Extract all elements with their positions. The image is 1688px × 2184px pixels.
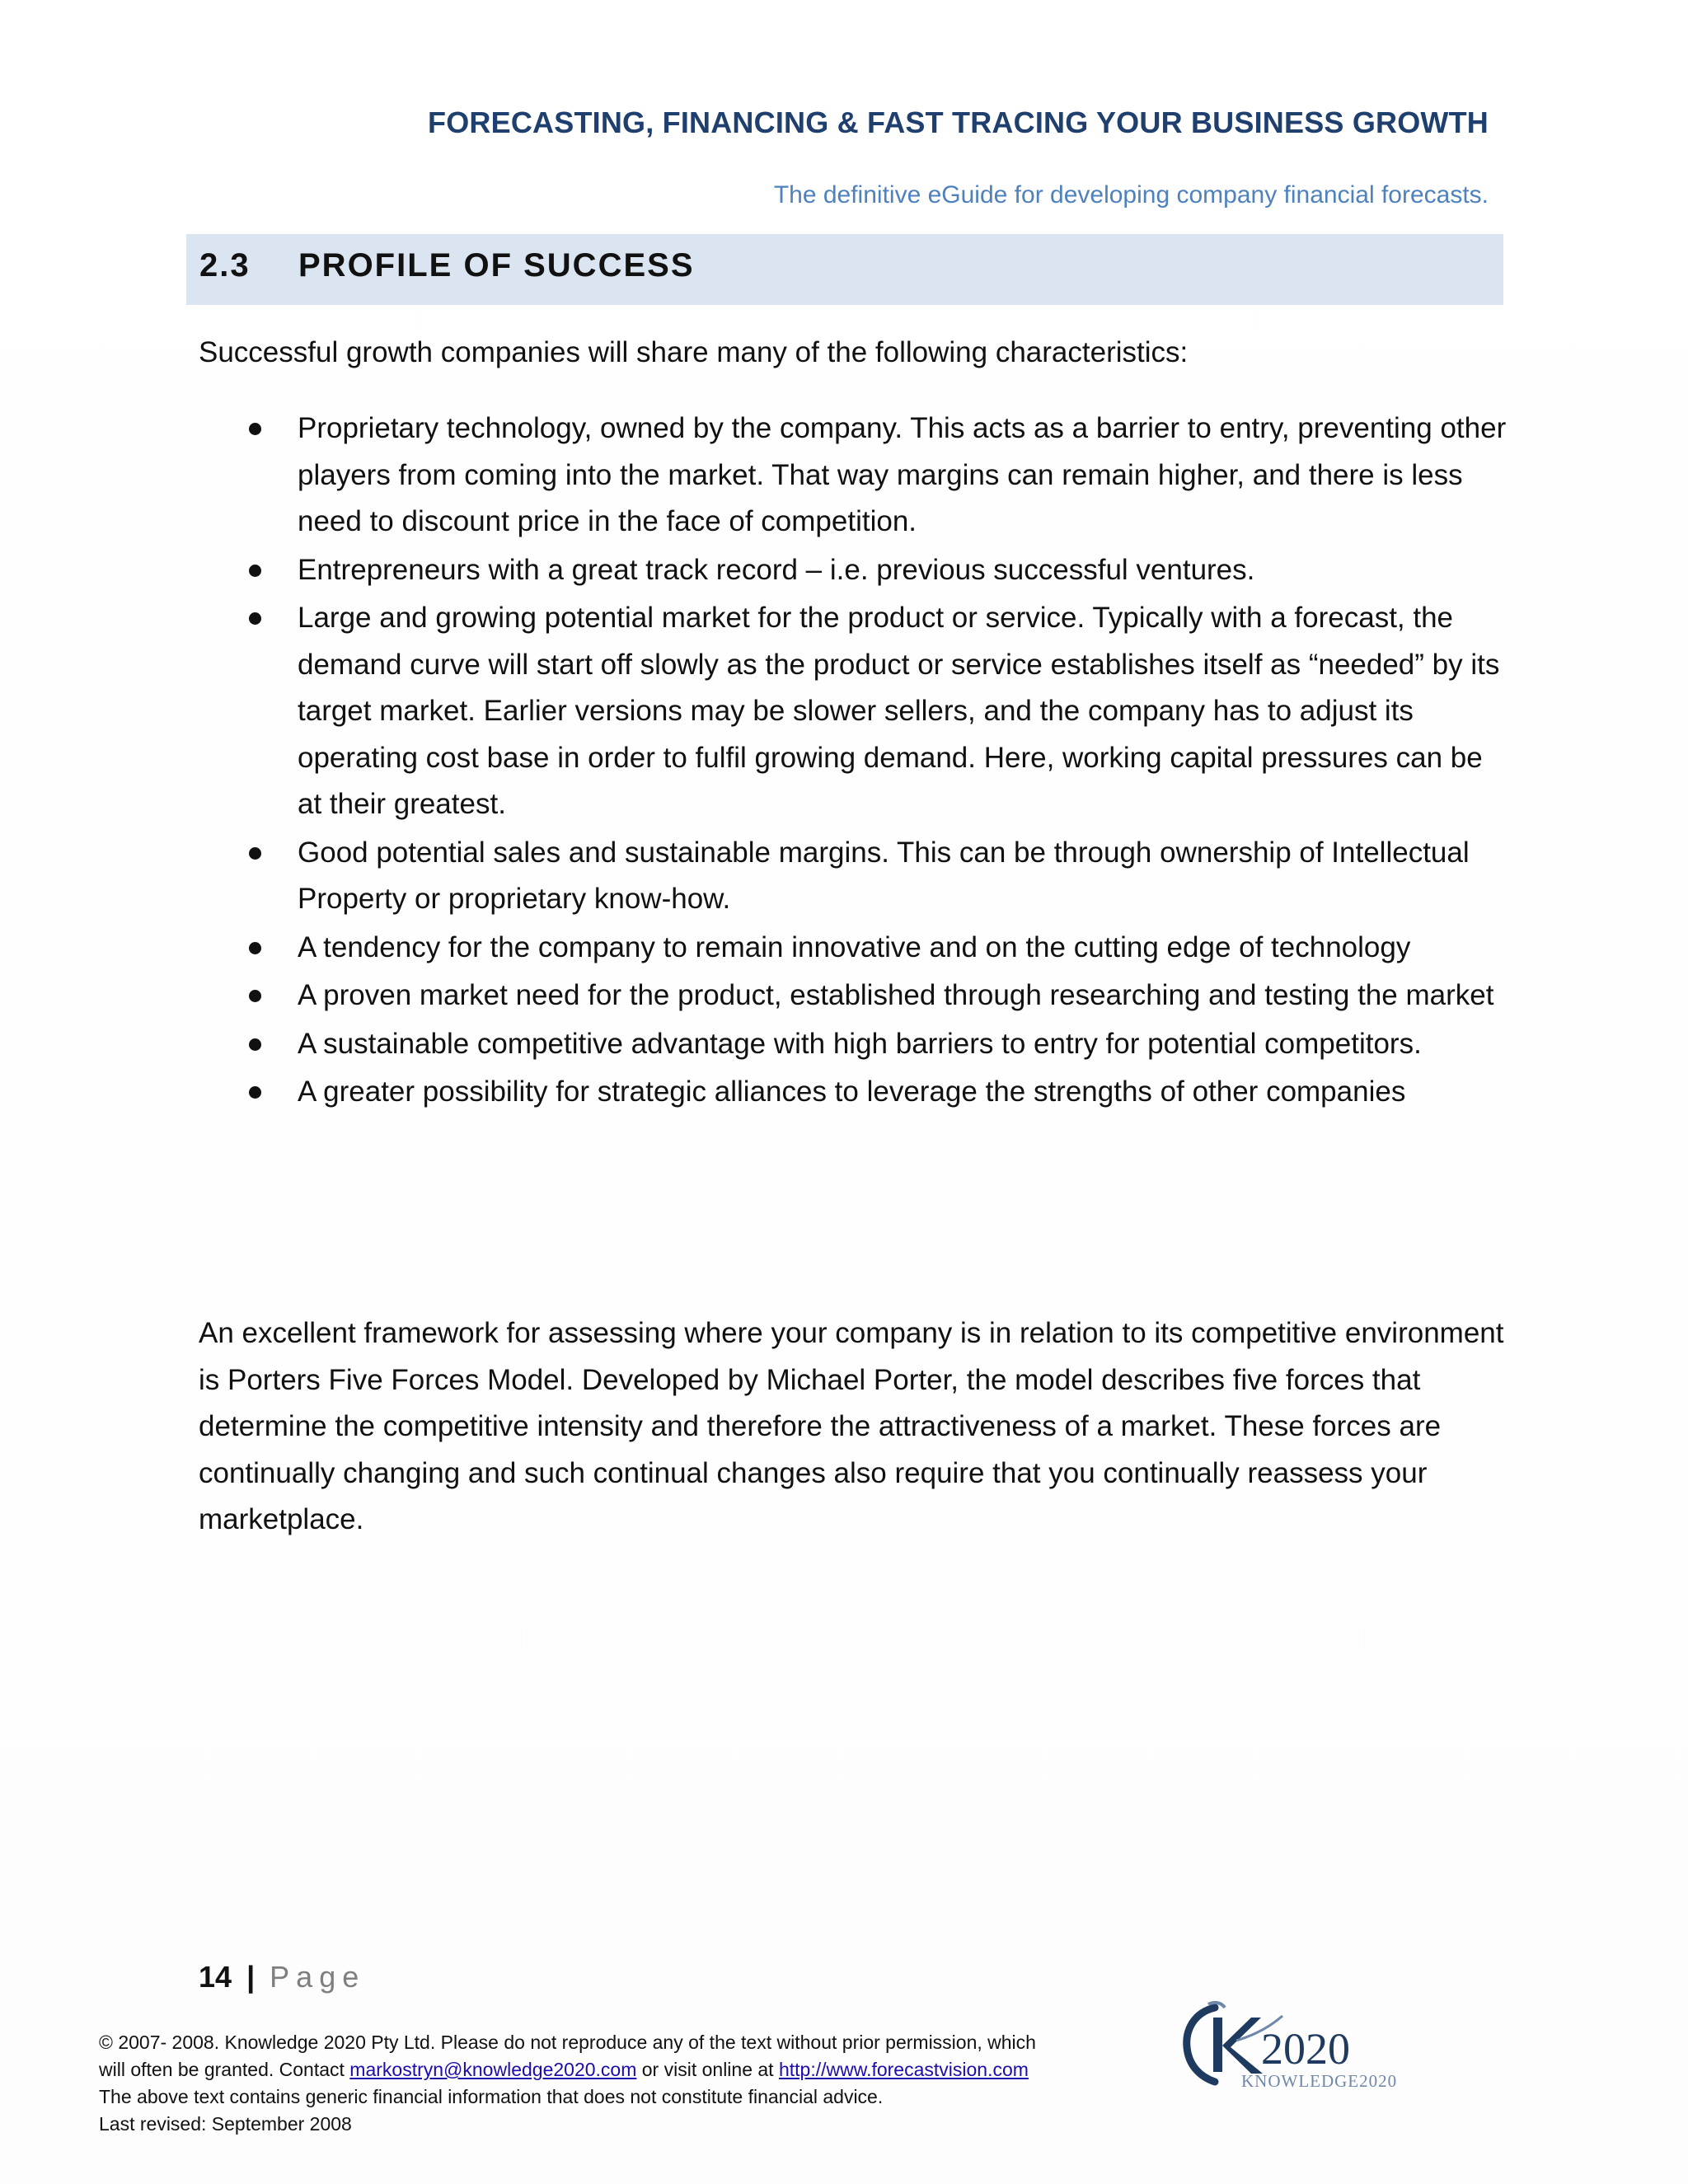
list-item: [199, 1069, 1509, 1116]
list-item-text: Entrepreneurs with a great track record – i.e. previous successful ventures.: [298, 553, 1255, 586]
list-item: [199, 972, 1509, 1019]
section-heading-bar: [186, 234, 1503, 305]
logo-graphic: [1179, 1998, 1426, 2097]
bullet-icon: [249, 990, 261, 1002]
bullet-icon: [249, 942, 261, 954]
footer-line-4: Last revised: September 2008: [99, 2113, 352, 2135]
list-item-text: A tendency for the company to remain innovative and on the cutting edge of technology: [298, 930, 1411, 963]
footer-line-1: © 2007- 2008. Knowledge 2020 Pty Ltd. Please do not reproduce any of the text without prior permission, which: [99, 2032, 1036, 2053]
list-item-text: A greater possibility for strategic alliances to leverage the strengths of other companies: [298, 1076, 1406, 1108]
bullet-icon: [249, 612, 261, 625]
closing-paragraph: An excellent framework for assessing where your company is in relation to its competitive environment is Porters Five Forces Model. Developed by Michael Porter, the model describes five forces that determine the competitive intensity and therefore the attractiveness of a market. These forces are continually changing and such continual changes also require that you continually reassess your marketplace.: [199, 1317, 1504, 1535]
footer-copyright: [99, 2029, 1036, 2138]
bullet-icon: [249, 847, 261, 860]
header-subtitle: The definitive eGuide for developing company financial forecasts.: [773, 181, 1489, 209]
list-item: [199, 595, 1509, 828]
page-number-value: 14: [199, 1960, 232, 1994]
bullet-icon: [249, 423, 261, 435]
bullet-icon: [249, 565, 261, 577]
list-item-text: Proprietary technology, owned by the company. This acts as a barrier to entry, preventing other players from coming into the market. That way margins can remain higher, and there is less need to discount price in the face of competition.: [298, 412, 1507, 537]
footer-line-3: The above text contains generic financial information that does not constitute financial advice.: [99, 2086, 884, 2107]
list-item-text: Large and growing potential market for the product or service. Typically with a forecast, the demand curve will start off slowly as the product or service establishes itself as “needed” by its target market. Earlier versions may be slower sellers, and the company has to adjust its operating cost base in order to fulfil growing demand. Here, working capital pressures can be at their greatest.: [298, 602, 1500, 820]
list-item-text: Good potential sales and sustainable margins. This can be through ownership of Intellectual Property or proprietary know-how.: [298, 836, 1470, 915]
list-item: [199, 925, 1509, 972]
logo-main-text: 2020: [1261, 2024, 1350, 2074]
page-number: [199, 1960, 365, 1994]
header-title: FORECASTING, FINANCING & FAST TRACING YOUR BUSINESS GROWTH: [428, 105, 1489, 139]
knowledge2020-logo: [1179, 1998, 1426, 2097]
list-item-text: A sustainable competitive advantage with high barriers to entry for potential competitors.: [298, 1027, 1422, 1060]
intro-paragraph: Successful growth companies will share many of the following characteristics:: [199, 336, 1189, 368]
section-number: 2.3: [199, 247, 251, 284]
list-item-text: A proven market need for the product, established through researching and testing the market: [298, 979, 1494, 1011]
website-link[interactable]: http://www.forecastvision.com: [778, 2059, 1029, 2080]
logo-sub-text: KNOWLEDGE2020: [1241, 2071, 1398, 2091]
bullet-icon: [249, 1086, 261, 1099]
list-item: [199, 547, 1509, 594]
characteristics-list: [199, 405, 1509, 1118]
list-item: [199, 1021, 1509, 1068]
footer-line-2-prefix: will often be granted. Contact: [99, 2059, 350, 2080]
list-item: [199, 830, 1509, 923]
footer-line-2-middle: or visit online at: [636, 2059, 779, 2080]
page-number-label: Page: [270, 1960, 366, 1994]
page-number-separator: |: [246, 1960, 256, 1994]
list-item: [199, 405, 1509, 546]
section-title: PROFILE OF SUCCESS: [298, 247, 695, 284]
email-link[interactable]: markostryn@knowledge2020.com: [349, 2059, 637, 2080]
bullet-icon: [249, 1038, 261, 1051]
footer-line-2: [99, 2056, 1036, 2083]
